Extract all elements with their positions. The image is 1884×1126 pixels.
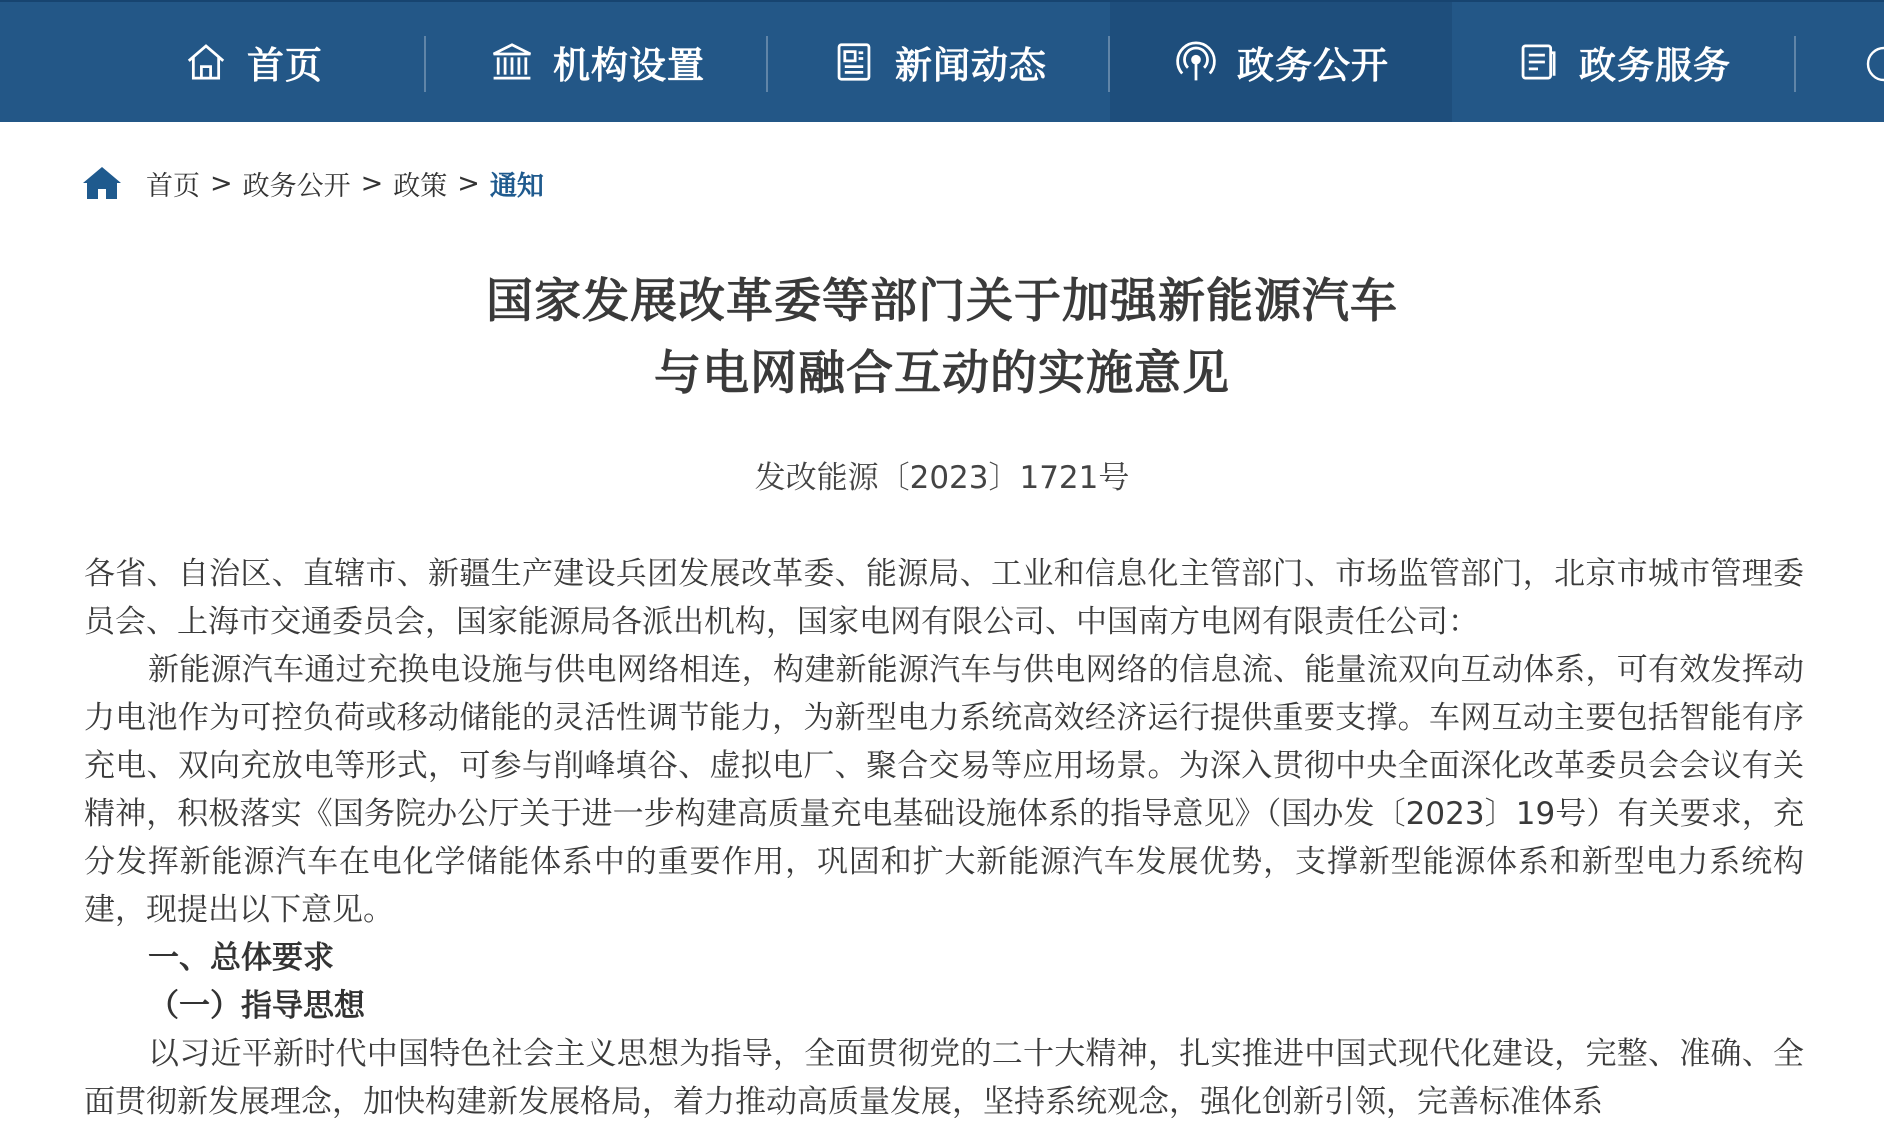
guiding-paragraph: 以习近平新时代中国特色社会主义思想为指导，全面贯彻党的二十大精神，扎实推进中国式现代化建设，完整、准确、全面贯彻新发展理念，加快构建新发展格局，着力推动高质量发展，坚持系统观念，强化创新引领，完善标准体系: [84, 1036, 1804, 1120]
building-icon: [489, 39, 535, 85]
news-icon: [831, 39, 877, 85]
home-icon[interactable]: [82, 165, 122, 201]
breadcrumb-separator: >: [457, 167, 480, 199]
nav-item-label: 政务公开: [1237, 44, 1389, 87]
breadcrumb-separator: >: [210, 167, 233, 199]
nav-divider: [1794, 36, 1796, 92]
subsection-heading: （一）指导思想: [148, 988, 365, 1024]
breadcrumb: [82, 160, 544, 206]
nav-item-home[interactable]: [82, 2, 424, 122]
nav-item-news[interactable]: [768, 2, 1110, 122]
top-nav: [0, 0, 1884, 122]
nav-item-government-services[interactable]: [1452, 2, 1794, 122]
home-icon: [183, 39, 229, 85]
nav-item-organization[interactable]: [426, 2, 768, 122]
nav-item-label: 机构设置: [553, 44, 705, 87]
breadcrumb-item-current[interactable]: 通知: [489, 170, 544, 202]
breadcrumb-item-home[interactable]: 首页: [146, 170, 200, 202]
title-line-1: 国家发展改革委等部门关于加强新能源汽车: [486, 274, 1398, 329]
article-body: [84, 550, 1804, 1126]
page-title: [0, 266, 1884, 410]
title-line-2: 与电网融合互动的实施意见: [654, 346, 1230, 401]
intro-paragraph: 新能源汽车通过充换电设施与供电网络相连，构建新能源汽车与供电网络的信息流、能量流双向互动体系，可有效发挥动力电池作为可控负荷或移动储能的灵活性调节能力，为新型电力系统高效经济运行提供重要支撑。车网互动主要包括智能有序充电、双向充放电等形式，可参与削峰填谷、虚拟电厂、聚合交易等应用场景。为深入贯彻中央全面深化改革委员会会议有关精神，积极落实《国务院办公厅关于进一步构建高质量充电基础设施体系的指导意见》（国办发〔2023〕19号）有关要求，充分发挥新能源汽车在电化学储能体系中的重要作用，巩固和扩大新能源汽车发展优势，支撑新型能源体系和新型电力系统构建，现提出以下意见。: [84, 652, 1804, 928]
partial-nav-icon[interactable]: [1864, 44, 1884, 84]
nav-item-label: 首页: [247, 44, 323, 87]
document-number: 发改能源〔2023〕1721号: [754, 460, 1130, 496]
breadcrumb-separator: >: [360, 167, 384, 199]
nav-item-government-affairs[interactable]: [1110, 2, 1452, 122]
breadcrumb-item-government-affairs[interactable]: 政务公开: [242, 170, 351, 202]
addressee-paragraph: 各省、自治区、直辖市、新疆生产建设兵团发展改革委、能源局、工业和信息化主管部门、市场监管部门，北京市城市管理委员会、上海市交通委员会，国家能源局各派出机构，国家电网有限公司、中国南方电网有限责任公司：: [84, 556, 1804, 640]
nav-item-label: 政务服务: [1579, 44, 1731, 87]
breadcrumb-item-policy[interactable]: 政策: [393, 170, 448, 202]
service-icon: [1515, 39, 1561, 85]
nav-item-label: 新闻动态: [895, 44, 1047, 87]
section-heading: 一、总体要求: [148, 940, 334, 976]
broadcast-icon: [1173, 39, 1219, 85]
